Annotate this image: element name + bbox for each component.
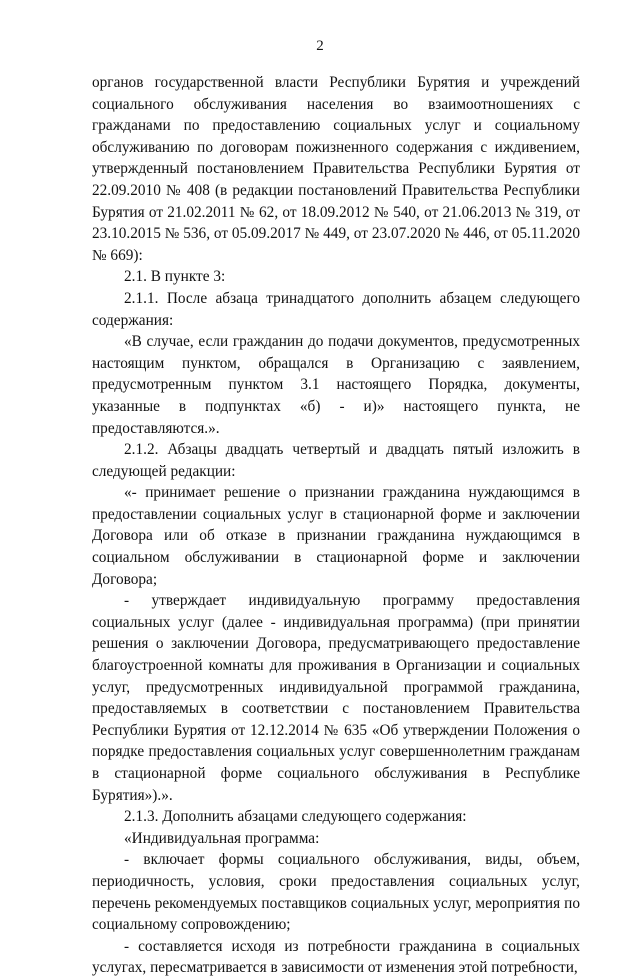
paragraph: «- принимает решение о признании гражданина нуждающимся в предоставлении социальных услуг в стационарной форме и заключении Договора или об отказе в признании гражданина нуждающимся в социальном обслуживании в стационарной форме и заключении Договора; [92, 484, 580, 588]
paragraph: - включает формы социального обслуживания, виды, объем, периодичность, условия, сроки предоставления социальных услуг, перечень рекомендуемых поставщиков социальных услуг, мероприятия по социальному сопровождению; [92, 851, 580, 934]
paragraph: 2.1.1. После абзаца тринадцатого дополнить абзацем следующего содержания: [92, 289, 580, 329]
paragraph: органов государственной власти Республики Бурятия и учреждений социального обслуживания населения во взаимоотношениях с гражданами по предоставлению социальных услуг и социальному обслуживанию по договорам пожизненного содержания с иждивением, утвержденный постановлением Правительства Республики Бурятия от 22.09.2010 № 408 (в редакции постановлений Правительства Республики Бурятия от 21.02.2011 № 62, от 18.09.2012 № 540, от 21.06.2013 № 319, от 23.10.2015 № 536, от 05.09.2017 № 449, от 23.07.2020 № 446, от 05.11.2020 № 669): [92, 74, 580, 264]
paragraph: 2.1.2. Абзацы двадцать четвертый и двадцать пятый изложить в следующей редакции: [92, 441, 580, 480]
document-body [92, 72, 580, 979]
page-number: 2 [316, 38, 324, 54]
paragraph: - утверждает индивидуальную программу предоставления социальных услуг (далее - индивидуальная программа) (при принятии решения о заключении Договора, предусматривающего предоставление благоустроенной комнаты для проживания в Организации и социальных услуг, предусмотренных индивидуальной программой гражданина, предоставляемых в соответствии с постановлением Правительства Республики Бурятия от 12.12.2014 № 635 «Об утверждении Положения о порядке предоставления социальных услуг совершеннолетним гражданам в стационарной форме социального обслуживания в Республике Бурятия»).». [92, 592, 580, 804]
paragraph: - составляется исходя из потребности гражданина в социальных услугах, пересматривается в зависимости от изменения этой потребности, [92, 937, 580, 977]
paragraph: «В случае, если гражданин до подачи документов, предусмотренных настоящим пунктом, обращался в Организацию с заявлением, предусмотренным пунктом 3.1 настоящего Порядка, документы, указанные в подпунктах «б) - и)» настоящего пункта, не предоставляются.». [92, 333, 580, 437]
paragraph: 2.1. В пункте 3: [124, 268, 226, 286]
paragraph: «Индивидуальная программа: [124, 829, 320, 847]
paragraph: 2.1.3. Дополнить абзацами следующего содержания: [124, 808, 467, 826]
